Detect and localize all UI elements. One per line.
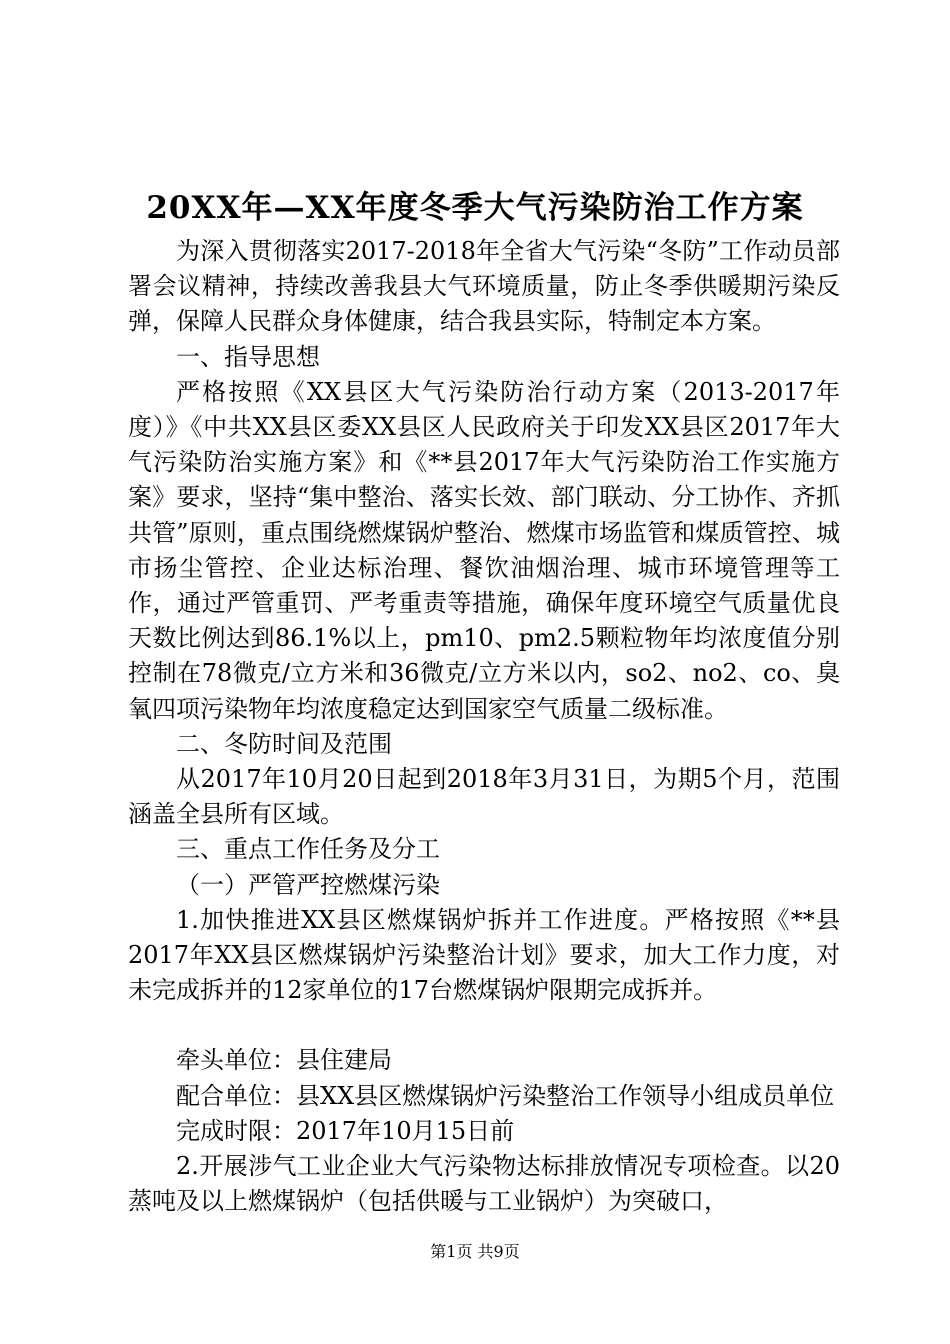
document-body: [128, 234, 840, 1219]
page-number-footer: 第1页 共9页: [430, 1242, 520, 1261]
intro-paragraph: 为深入贯彻落实2017-2018年全省大气污染“冬防”工作动员部署会议精神，持续改善我县大气环境质量，防止冬季供暖期污染反弹，保障人民群众身体健康，结合我县实际，特制定本方案。: [128, 237, 840, 336]
subsection-heading-coal-pollution: （一）严管严控燃煤污染: [176, 870, 440, 899]
document-title: 20XX年—XX年度冬季大气污染防治工作方案: [146, 190, 804, 226]
deadline-line: 完成时限：2017年10月15日前: [176, 1116, 515, 1145]
task-2-paragraph: 2.开展涉气工业企业大气污染物达标排放情况专项检查。以20蒸吨及以上燃煤锅炉（包括供暖与工业锅炉）为突破口，: [128, 1152, 840, 1216]
section-heading-key-tasks: 三、重点工作任务及分工: [176, 835, 440, 864]
task-1-paragraph: 1.加快推进XX县区燃煤锅炉拆并工作进度。严格按照《**县2017年XX县区燃煤锅炉污染整治计划》要求，加大工作力度，对未完成拆并的12家单位的17台燃煤锅炉限期完成拆并。: [128, 905, 840, 1005]
cooperating-unit-line: 配合单位：县XX县区燃煤锅炉污染整治工作领导小组成员单位: [176, 1081, 835, 1110]
lead-unit-line: 牵头单位：县住建局: [176, 1046, 392, 1075]
section-heading-time-scope: 二、冬防时间及范围: [176, 729, 392, 758]
section-heading-guiding-ideology: 一、指导思想: [176, 342, 320, 371]
guiding-ideology-paragraph: 严格按照《XX县区大气污染防治行动方案（2013-2017年度）》《中共XX县区委XX县区人民政府关于印发XX县区2017年大气污染防治实施方案》和《**县2017年大气污染防治工作实施方案》要求，坚持“集中整治、落实长效、部门联动、分工协作、齐抓共管”原则，重点围绕燃煤锅炉整治、燃煤市场监管和煤质管控、城市扬尘管控、企业达标治理、餐饮油烟治理、城市环境管理等工作，通过严管重罚、严考重责等措施，确保年度环境空气质量优良天数比例达到86.1%以上，pm10、pm2.5颗粒物年均浓度值分别控制在78微克/立方米和36微克/立方米以内，so2、no2、co、臭氧四项污染物年均浓度稳定达到国家空气质量二级标准。: [128, 377, 840, 723]
time-scope-paragraph: 从2017年10月20日起到2018年3月31日，为期5个月，范围涵盖全县所有区域。: [128, 765, 840, 829]
